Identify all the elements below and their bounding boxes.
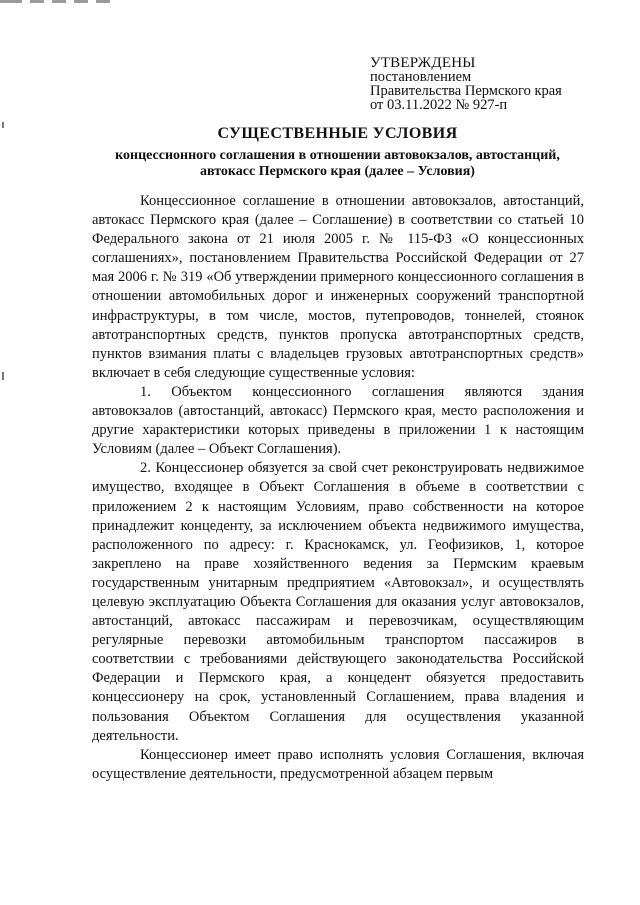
body-paragraph: Концессионное соглашение в отношении автовокзалов, автостанций, автокасс Пермского края (далее – Соглашение) в соответствии со статьей 10 Федерального закона от 21 июля 2005 г. № 115-ФЗ «О концессионных соглашениях», постановлением Правительства Российской Федерации от 27 мая 2006 г. № 319 «Об утверждении примерного концессионного соглашения в отношении автомобильных дорог и инженерных сооружений транспортной инфраструктуры, в том числе, мостов, путепроводов, тоннелей, стоянок автотранспортных средств, пунктов пропуска автотранспортных средств, пунктов взимания платы с владельцев грузовых автотранспортных средств» включает в себя следующие существенные условия: [92, 193, 584, 381]
scan-artifact-dash [96, 0, 110, 3]
document-title: СУЩЕСТВЕННЫЕ УСЛОВИЯ [217, 125, 458, 142]
document-subtitle-line: концессионного соглашения в отношении автовокзалов, автостанций, [115, 148, 560, 163]
body-paragraph: 1. Объектом концессионного соглашения являются здания автовокзалов (автостанций, автокасс) Пермского края, место расположения и другие характеристики которых приведены в приложении 1 к настоящим Условиям (далее – Объект Соглашения). [92, 383, 584, 458]
document-title-block [85, 124, 590, 180]
approval-heading: УТВЕРЖДЕНЫ [370, 55, 476, 71]
document-subtitle [85, 148, 590, 180]
document-subtitle-line: автокасс Пермского края (далее – Условия) [200, 164, 475, 179]
body-paragraph: Концессионер имеет право исполнять условия Соглашения, включая осуществление деятельности, предусмотренной абзацем первым [92, 746, 584, 782]
body-paragraph: 2. Концессионер обязуется за свой счет реконструировать недвижимое имущество, входящее в Объект Соглашения в объеме в соответствии с приложением 2 к настоящим Условиям, право собственности на которое принадлежит концеденту, за исключением объекта недвижимого имущества, расположенного по адресу: г. Краснокамск, ул. Геофизиков, 1, которое закреплено на праве хозяйственного ведения за Пермским краевым государственным унитарным предприятием «Автовокзал», и осуществлять целевую эксплуатацию Объекта Соглашения для оказания услуг автовокзалов, автостанций, автокасс пассажирам и перевозчикам, осуществляющим регулярные перевозки автомобильным транспортом пассажиров в соответствии с требованиями действующего законодательства Российской Федерации и Пермского края, а концедент обязуется предоставить концессионеру на срок, установленный Соглашением, права владения и пользования Объектом Соглашения для осуществления указанной деятельности. [92, 460, 584, 744]
scan-edge-mark [2, 122, 4, 128]
scan-artifact-dash [30, 0, 44, 3]
scan-artifact-dash [52, 0, 66, 3]
approval-line: от 03.11.2022 № 927-п [370, 97, 508, 113]
approval-line: Правительства Пермского края [370, 83, 562, 99]
scan-artifact-dash [74, 0, 88, 3]
document-body [92, 192, 584, 784]
approval-line: постановлением [370, 69, 472, 85]
scan-edge-mark [2, 372, 4, 380]
approval-stamp [370, 56, 562, 112]
scan-artifact-dash [0, 0, 22, 3]
